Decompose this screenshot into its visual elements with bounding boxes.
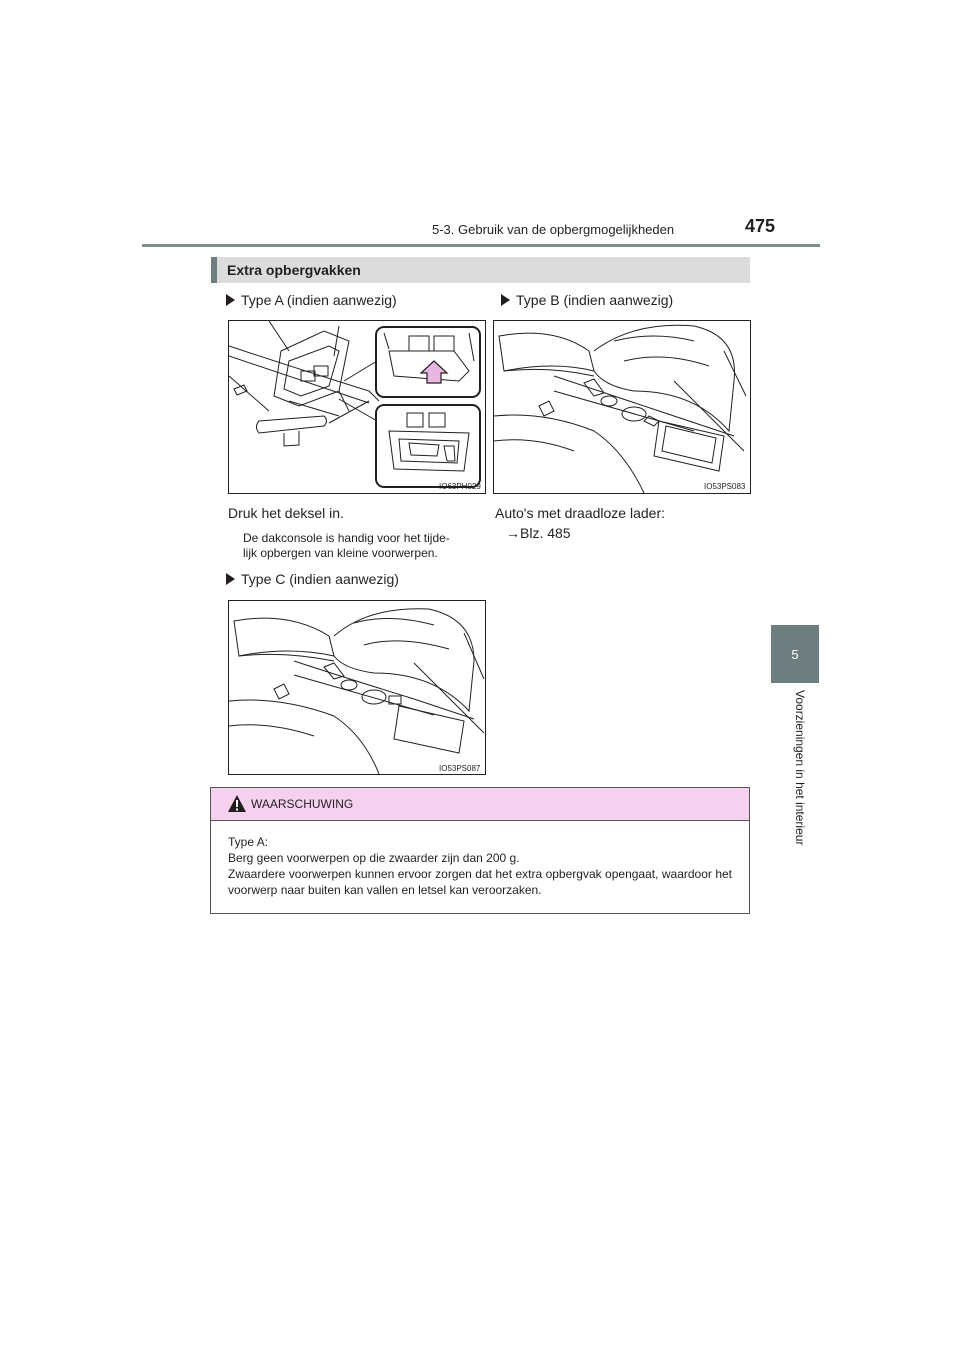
warning-title: WAARSCHUWING [251,797,354,811]
type-b-page-reference: →Blz. 485 [506,525,571,541]
page-number: 475 [745,216,776,236]
warning-line-3: Zwaardere voorwerpen kunnen ervoor zorgen dat het extra opbergvak opengaat, waardoor het voorwerp naar buiten kan vallen en letsel kan veroorzaken. [228,867,732,897]
warning-body [228,834,732,898]
section-header [211,257,750,283]
warning-triangle-icon [227,794,247,814]
center-console-illustration [229,601,485,774]
header-divider [142,244,820,247]
warning-line-1: Type A: [228,835,269,849]
bullet-triangle-icon [226,294,235,306]
overhead-console-illustration [229,321,485,493]
bullet-triangle-icon [501,294,510,306]
type-a-note-line-1: De dakconsole is handig voor het tijde- [243,531,450,545]
type-c-figure [228,600,486,775]
type-b-figure-code: IO53PS083 [704,482,746,491]
chapter-tab [771,625,819,683]
chapter-title: 5-3. Gebruik van de opbergmogelijkheden [432,222,675,237]
type-a-instruction: Druk het deksel in. [228,505,344,521]
type-c-heading-text: Type C (indien aanwezig) [241,571,399,587]
warning-line-2: Berg geen voorwerpen op die zwaarder zijn dan 200 g. [228,851,520,865]
type-b-wireless-charger-text: Auto's met draadloze lader: [495,505,665,521]
type-a-note-line-2: lijk opbergen van kleine voorwerpen. [243,546,438,560]
type-b-heading-text: Type B (indien aanwezig) [516,292,674,308]
warning-header [211,788,749,821]
bullet-triangle-icon [226,573,235,585]
warning-box [210,787,750,914]
type-c-figure-code: IO53PS087 [439,764,481,773]
type-a-figure [228,320,486,494]
section-title: Extra opbergvakken [227,262,361,278]
chapter-tab-label: Voorzieningen in het interieur [793,690,807,846]
type-a-heading [226,292,397,308]
type-b-heading [501,292,673,308]
center-console-illustration [494,321,750,493]
type-a-figure-code: IO63PH029 [439,482,481,491]
chapter-tab-number: 5 [791,646,799,662]
type-c-heading [226,571,399,587]
type-a-heading-text: Type A (indien aanwezig) [241,292,397,308]
type-b-figure [493,320,751,494]
